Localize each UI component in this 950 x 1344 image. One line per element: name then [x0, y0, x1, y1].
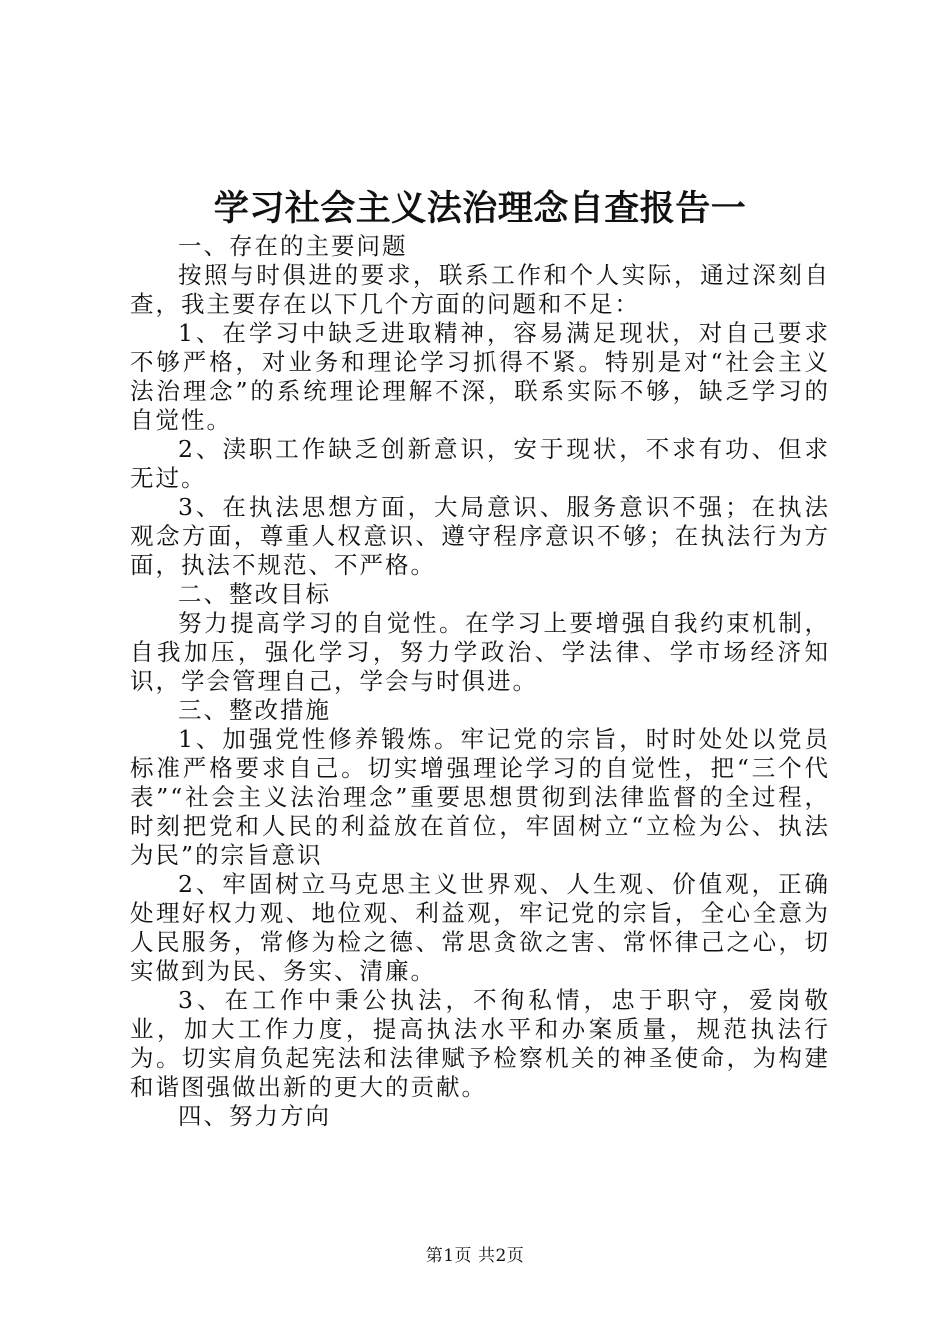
section-heading: 三、整改措施 [178, 696, 331, 724]
body-paragraph: 2、渎职工作缺乏创新意识，安于现状，不求有功、但求无过。 [130, 435, 830, 492]
section-heading: 二、整改目标 [178, 580, 331, 608]
body-paragraph: 3、在执法思想方面，大局意识、服务意识不强；在执法观念方面，尊重人权意识、遵守程序意识不够；在执法行为方面，执法不规范、不严格。 [130, 493, 830, 579]
body-paragraph: 2、牢固树立马克思主义世界观、人生观、价值观，正确处理好权力观、地位观、利益观，牢记党的宗旨，全心全意为人民服务，常修为检之德、常思贪欲之害、常怀律己之心，切实做到为民、务实、清廉。 [130, 870, 830, 985]
body-paragraph: 1、加强党性修养锻炼。牢记党的宗旨，时时处处以党员标准严格要求自己。切实增强理论学习的自觉性，把“三个代表”“社会主义法治理念”重要思想贯彻到法律监督的全过程，时刻把党和人民的利益放在首位，牢固树立“立检为公、执法为民”的宗旨意识 [130, 725, 830, 869]
body-paragraph: 3、在工作中秉公执法，不徇私情，忠于职守，爱岗敬业，加大工作力度，提高执法水平和办案质量，规范执法行为。切实肩负起宪法和法律赋予检察机关的神圣使命，为构建和谐图强做出新的更大的贡献。 [130, 986, 830, 1101]
document-title: 学习社会主义法治理念自查报告一 [213, 189, 747, 229]
page-number-footer: 第1页 共2页 [425, 1246, 525, 1266]
body-paragraph: 1、在学习中缺乏进取精神，容易满足现状，对自己要求不够严格，对业务和理论学习抓得不紧。特别是对“社会主义法治理念”的系统理论理解不深，联系实际不够，缺乏学习的自觉性。 [130, 319, 830, 434]
body-paragraph: 努力提高学习的自觉性。在学习上要增强自我约束机制，自我加压，强化学习，努力学政治、学法律、学市场经济知识，学会管理自己，学会与时俱进。 [130, 609, 830, 695]
section-heading: 一、存在的主要问题 [178, 232, 408, 260]
body-paragraph: 按照与时俱进的要求，联系工作和个人实际，通过深刻自查，我主要存在以下几个方面的问题和不足： [130, 261, 830, 318]
section-heading: 四、努力方向 [178, 1102, 331, 1130]
document-body [130, 232, 830, 1131]
